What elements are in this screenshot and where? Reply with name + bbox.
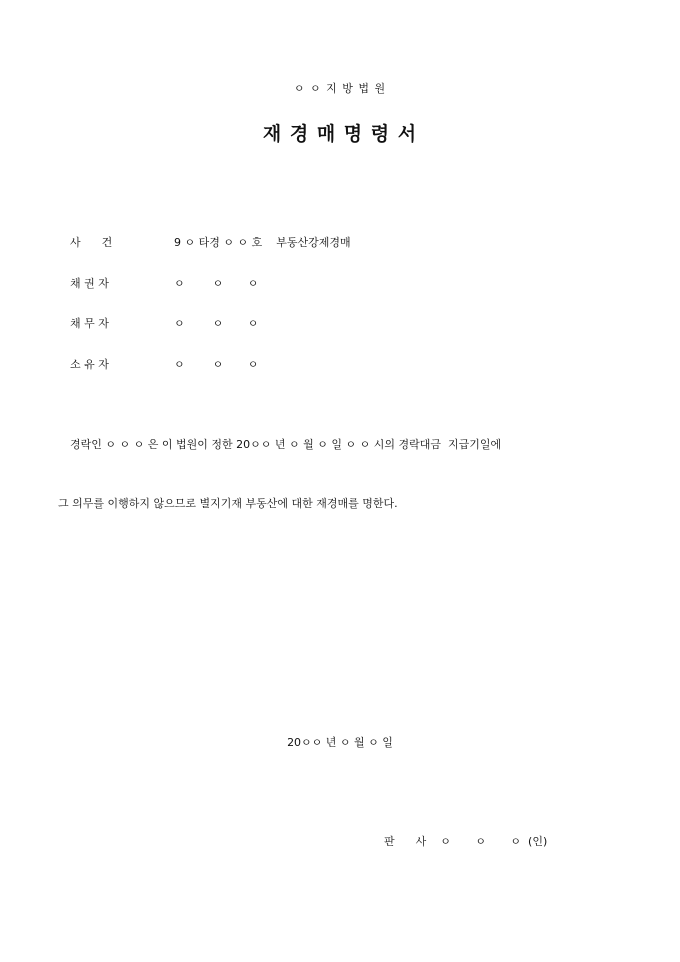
debtor-label: 채 무 자 <box>70 317 109 330</box>
body-line-2: 그 의무를 이행하지 않으므로 별지기재 부동산에 대한 재경매를 명한다. <box>58 497 398 510</box>
owner-label: 소 유 자 <box>70 358 109 371</box>
case-label: 사 건 <box>70 236 113 249</box>
body-line-1: 경락인 ㅇ ㅇ ㅇ 은 이 법원이 정한 20ㅇㅇ 년 ㅇ 월 ㅇ 일 ㅇ ㅇ 시의 경락대금 지급기일에 <box>70 438 502 451</box>
court-name: ㅇ ㅇ 지 방 법 원 <box>293 82 387 95</box>
debtor-value: ㅇ ㅇ ㅇ <box>174 317 259 330</box>
owner-value: ㅇ ㅇ ㅇ <box>174 358 259 371</box>
document-title: 재 경 매 명 령 서 <box>262 123 418 145</box>
order-date: 20ㅇㅇ 년 ㅇ 월 ㅇ 일 <box>287 736 393 749</box>
judge-signature: 판 사 ㅇ ㅇ ㅇ (인) <box>384 835 548 848</box>
creditor-label: 채 권 자 <box>70 277 109 290</box>
creditor-value: ㅇ ㅇ ㅇ <box>174 277 259 290</box>
case-value: 9 ㅇ 타경 ㅇ ㅇ 호 부동산강제경매 <box>174 236 351 249</box>
